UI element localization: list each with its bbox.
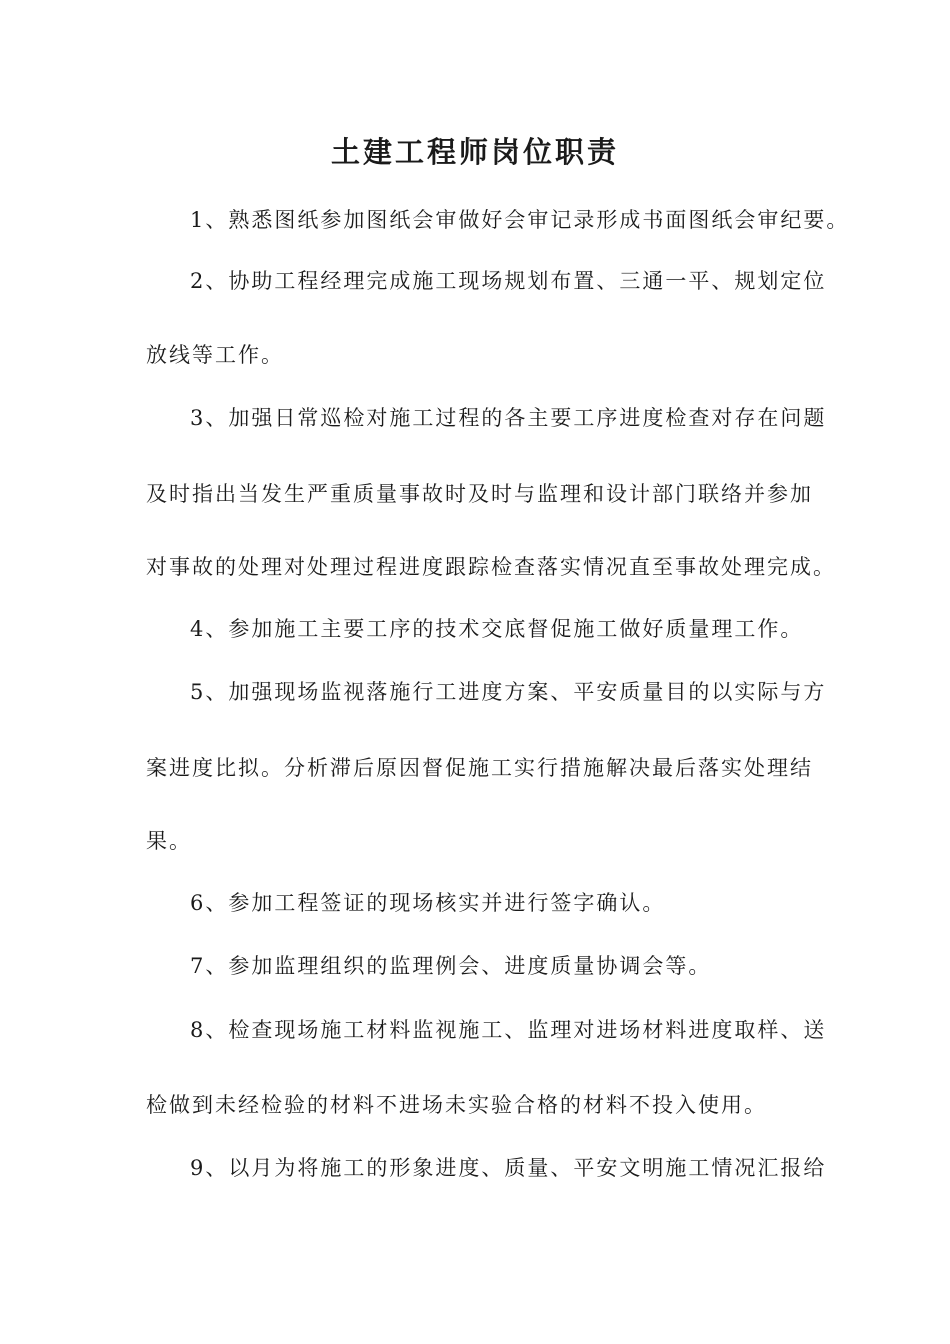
duty-4-line-1: 4、参加施工主要工序的技术交底督促施工做好质量理工作。 xyxy=(190,617,804,641)
duty-1-line-1: 1、熟悉图纸参加图纸会审做好会审记录形成书面图纸会审纪要。 xyxy=(190,208,850,232)
duty-6-line-1: 6、参加工程签证的现场核实并进行签字确认。 xyxy=(190,891,666,915)
duty-5-line-1: 5、加强现场监视落施行工进度方案、平安质量目的以实际与方 xyxy=(190,680,827,704)
duty-2-line-1: 2、协助工程经理完成施工现场规划布置、三通一平、规划定位 xyxy=(190,269,827,293)
duty-2-line-2: 放线等工作。 xyxy=(146,343,284,367)
duty-9-line-1: 9、以月为将施工的形象进度、质量、平安文明施工情况汇报给 xyxy=(190,1156,827,1180)
duty-5-line-3: 果。 xyxy=(146,829,192,853)
duty-3-line-3: 对事故的处理对处理过程进度跟踪检查落实情况直至事故处理完成。 xyxy=(146,555,836,579)
document-title: 土建工程师岗位职责 xyxy=(330,135,619,169)
duty-8-line-2: 检做到未经检验的材料不进场未实验合格的材料不投入使用。 xyxy=(146,1093,767,1117)
duty-3-line-2: 及时指出当发生严重质量事故时及时与监理和设计部门联络并参加 xyxy=(146,482,813,506)
duty-8-line-1: 8、检查现场施工材料监视施工、监理对进场材料进度取样、送 xyxy=(190,1018,827,1042)
duty-7-line-1: 7、参加监理组织的监理例会、进度质量协调会等。 xyxy=(190,954,712,978)
duty-3-line-1: 3、加强日常巡检对施工过程的各主要工序进度检查对存在问题 xyxy=(190,406,827,430)
duty-5-line-2: 案进度比拟。分析滞后原因督促施工实行措施解决最后落实处理结 xyxy=(146,756,813,780)
